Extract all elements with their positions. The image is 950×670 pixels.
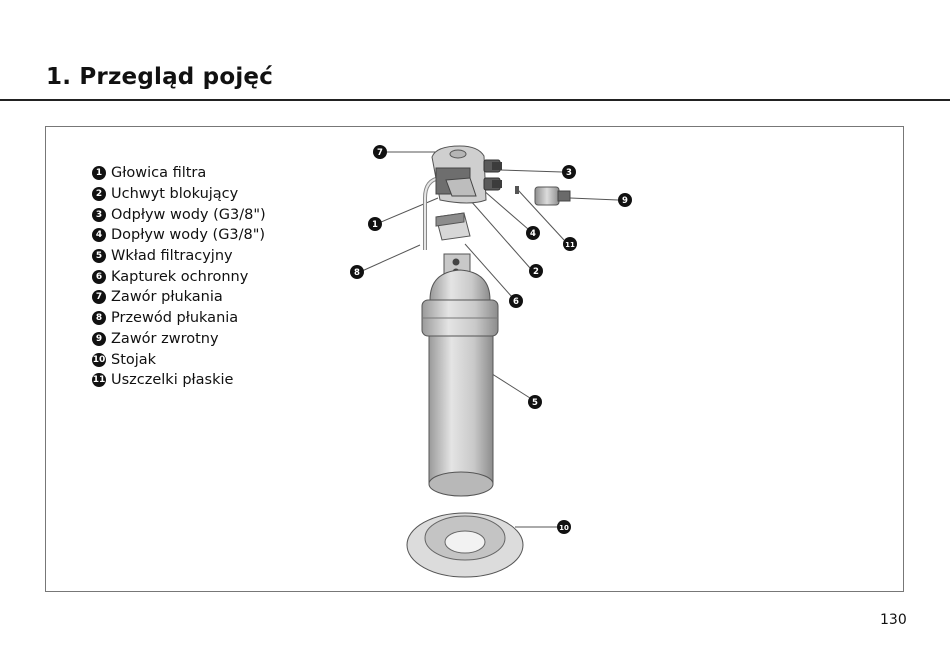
- legend-number: 1: [92, 166, 106, 180]
- protective-cap: [436, 213, 470, 240]
- legend-label: Wkład filtracyjny: [111, 248, 233, 265]
- callout-5: [528, 395, 542, 409]
- callout-1: [368, 217, 382, 231]
- svg-text:8: 8: [354, 268, 360, 278]
- callout-7: [373, 145, 387, 159]
- svg-text:6: 6: [513, 297, 519, 307]
- legend-number: 9: [92, 332, 106, 346]
- page-number: 130: [880, 612, 907, 628]
- legend-label: Kapturek ochronny: [111, 268, 249, 285]
- callout-10: [557, 520, 571, 534]
- callout-4: [526, 226, 540, 240]
- callout-8: [350, 265, 364, 279]
- svg-text:3: 3: [566, 168, 572, 178]
- legend-number: 10: [92, 354, 106, 365]
- legend-label: Głowica filtra: [111, 165, 207, 182]
- callout-6: [509, 294, 523, 308]
- svg-text:4: 4: [530, 229, 536, 239]
- svg-text:5: 5: [532, 398, 538, 408]
- check-valve: [535, 187, 570, 205]
- page-title: 1. Przegląd pojęć: [46, 64, 274, 90]
- legend-label: Stojak: [111, 351, 157, 368]
- svg-text:10: 10: [559, 524, 569, 532]
- callout-3: [562, 165, 576, 179]
- legend-number: 3: [92, 208, 106, 222]
- legend-label: Uszczelki płaskie: [111, 372, 234, 389]
- legend-number: 4: [92, 228, 106, 242]
- callout-11: [563, 237, 577, 251]
- svg-text:11: 11: [565, 241, 575, 249]
- legend-label: Zawór zwrotny: [111, 330, 219, 347]
- legend-label: Zawór płukania: [111, 289, 223, 306]
- legend-number: 7: [92, 290, 106, 304]
- flat-seal: [515, 186, 519, 194]
- svg-text:1: 1: [372, 220, 378, 230]
- legend-number: 2: [92, 187, 106, 201]
- legend-number: 8: [92, 311, 106, 325]
- legend-number: 5: [92, 249, 106, 263]
- legend-label: Dopływ wody (G3/8"): [111, 227, 266, 244]
- svg-text:7: 7: [377, 148, 383, 158]
- legend-number: 11: [92, 375, 106, 386]
- legend-label: Uchwyt blokujący: [111, 186, 239, 203]
- legend-label: Przewód płukania: [111, 310, 239, 327]
- callout-9: [618, 193, 632, 207]
- legend-label: Odpływ wody (G3/8"): [111, 206, 266, 223]
- filter-head: [432, 146, 502, 203]
- legend-number: 6: [92, 270, 106, 284]
- filter-cartridge: [422, 254, 498, 496]
- filter-stand: [407, 513, 523, 577]
- callout-2: [529, 264, 543, 278]
- svg-text:2: 2: [533, 267, 539, 277]
- svg-text:9: 9: [622, 196, 628, 206]
